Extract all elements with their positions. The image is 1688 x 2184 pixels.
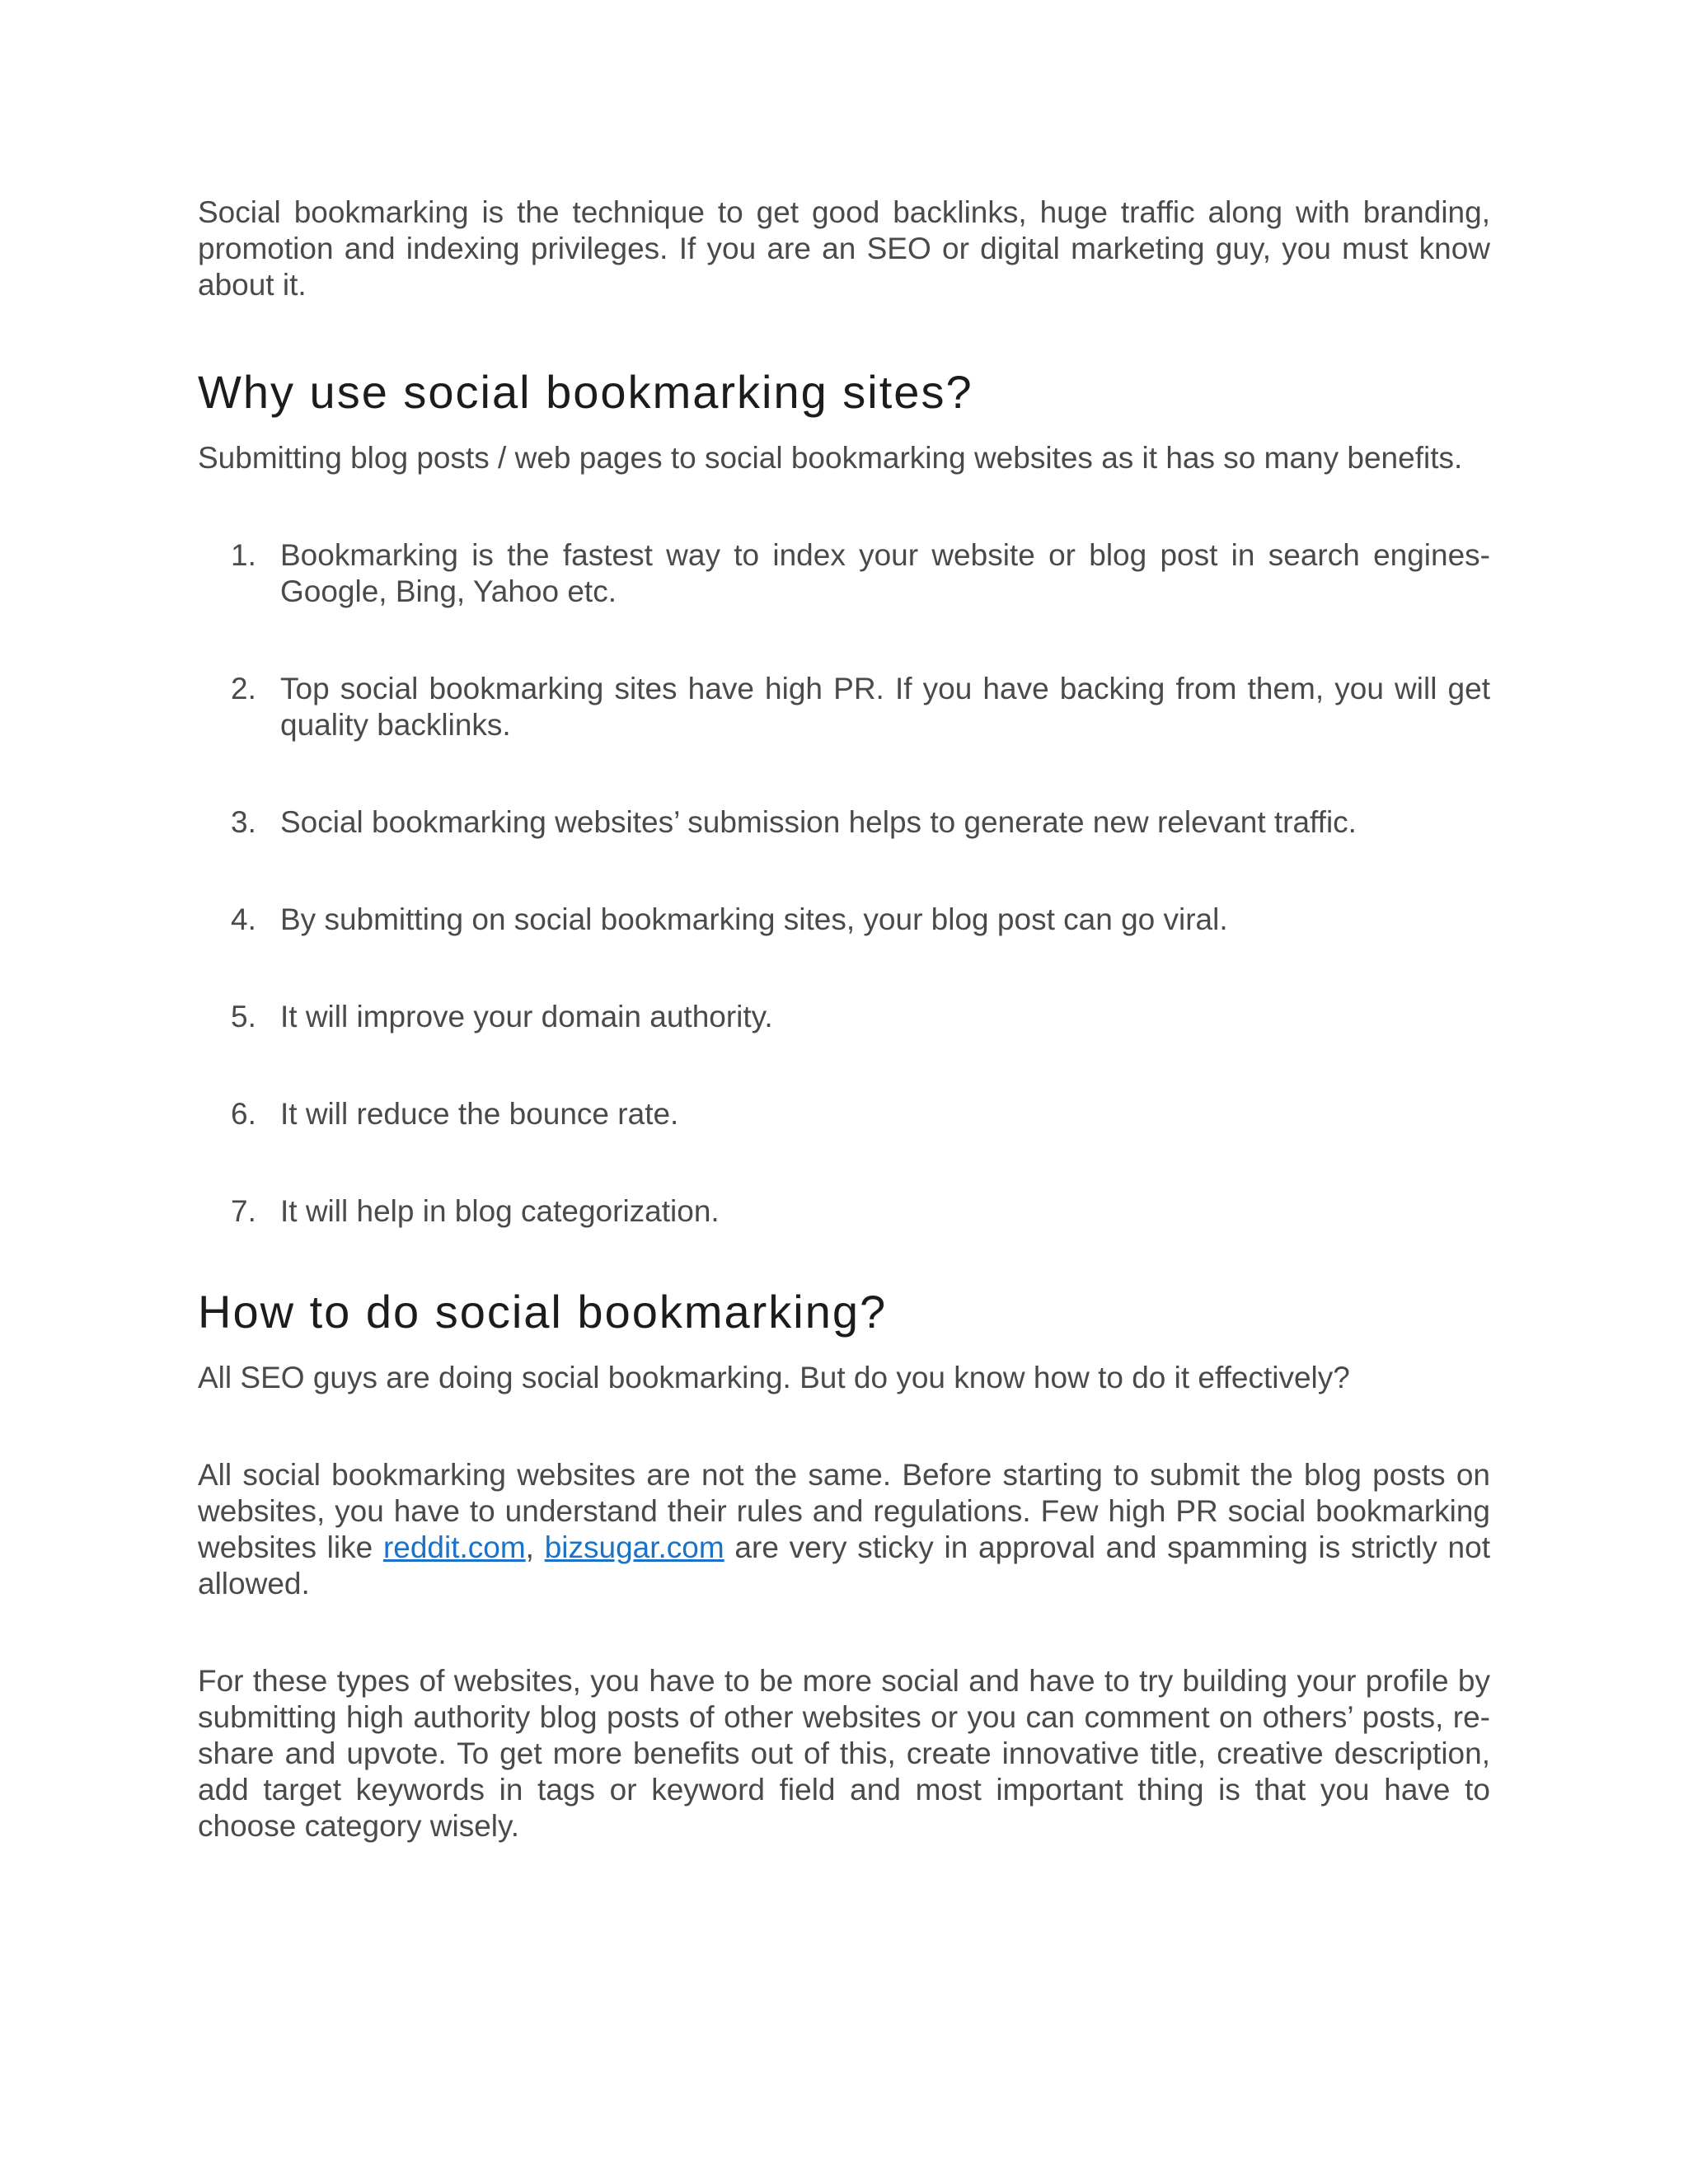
- list-item-number: 4.: [231, 902, 256, 936]
- list-item-number: 1.: [231, 538, 256, 572]
- section-why-lead: Submitting blog posts / web pages to social bookmarking websites as it has so many benefits.: [198, 441, 1463, 475]
- paragraph-text: All social bookmarking websites are not the same. Before starting to submit the blog posts on websites, you have to understand their rules and regulations. Few high PR social bookmarking websites like: [198, 1458, 1490, 1564]
- paragraph-text: are very sticky in approval and spamming is strictly not allowed.: [198, 1530, 1490, 1601]
- list-item-text: Social bookmarking websites’ submission helps to generate new relevant traffic.: [280, 805, 1357, 839]
- list-item: [198, 1096, 1490, 1132]
- list-item-number: 6.: [231, 1097, 256, 1131]
- list-item-text: It will improve your domain authority.: [280, 1000, 773, 1033]
- document-page: [198, 194, 1490, 1844]
- list-item-text: Top social bookmarking sites have high PR. If you have backing from them, you will get quality backlinks.: [280, 672, 1490, 742]
- paragraph-text: ,: [525, 1530, 545, 1564]
- list-item: [198, 671, 1490, 743]
- list-item-number: 5.: [231, 1000, 256, 1033]
- benefits-list: [198, 537, 1490, 1230]
- list-item-text: Bookmarking is the fastest way to index your website or blog post in search engines- Google, Bing, Yahoo etc.: [280, 538, 1490, 608]
- list-item: [198, 537, 1490, 610]
- section-heading-why: Why use social bookmarking sites?: [198, 366, 973, 418]
- list-item: [198, 999, 1490, 1035]
- bizsugar-link[interactable]: bizsugar.com: [544, 1530, 724, 1564]
- list-item-text: It will reduce the bounce rate.: [280, 1097, 679, 1131]
- section-how-paragraph-rules: [198, 1457, 1490, 1602]
- section-how-lead: All SEO guys are doing social bookmarking. But do you know how to do it effectively?: [198, 1361, 1350, 1394]
- reddit-link[interactable]: reddit.com: [382, 1530, 526, 1564]
- list-item-text: By submitting on social bookmarking sites, your blog post can go viral.: [280, 902, 1228, 936]
- section-how-paragraph-tips: For these types of websites, you have to be more social and have to try building your profile by submitting high authority blog posts of other websites or you can comment on others’ posts, re-share and upvote. To get more benefits out of this, create innovative title, creative description, add target keywords in tags or keyword field and most important thing is that you have to choose category wisely.: [198, 1664, 1490, 1843]
- list-item-number: 3.: [231, 805, 256, 839]
- list-item-number: 2.: [231, 672, 256, 705]
- list-item: [198, 902, 1490, 938]
- list-item-text: It will help in blog categorization.: [280, 1194, 720, 1228]
- list-item: [198, 804, 1490, 841]
- list-item: [198, 1193, 1490, 1230]
- section-heading-how: How to do social bookmarking?: [198, 1286, 888, 1338]
- intro-paragraph: Social bookmarking is the technique to get good backlinks, huge traffic along with branding, promotion and indexing privileges. If you are an SEO or digital marketing guy, you must know about it.: [198, 195, 1490, 302]
- list-item-number: 7.: [231, 1194, 256, 1228]
